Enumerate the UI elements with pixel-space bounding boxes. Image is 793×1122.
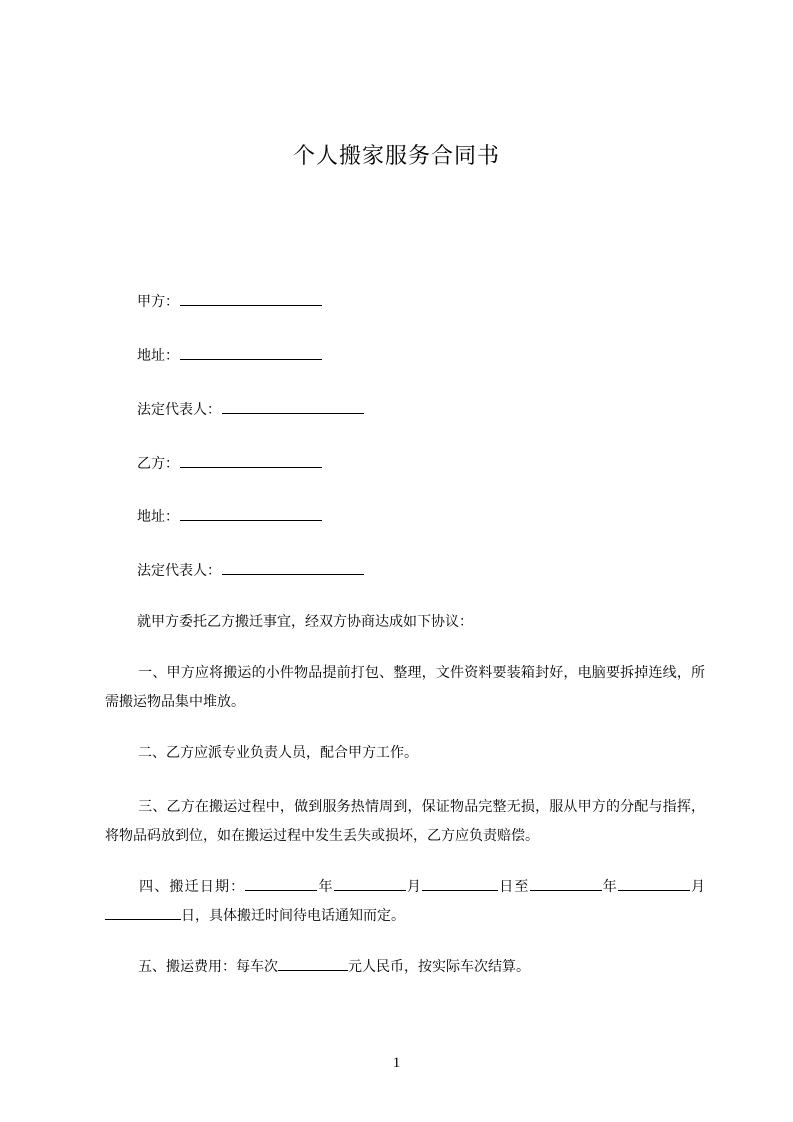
party-a-field	[137, 291, 322, 312]
party-a-address-blank[interactable]	[180, 345, 322, 360]
document-title: 个人搬家服务合同书	[292, 144, 500, 169]
party-a-address-field	[137, 345, 322, 366]
party-b-label: 乙方：	[137, 456, 179, 472]
start-month-label: 月	[405, 879, 423, 895]
intro-paragraph: 就甲方委托乙方搬迁事宜，经双方协商达成如下协议：	[137, 614, 473, 630]
party-b-representative-label: 法定代表人：	[137, 563, 221, 579]
clause-three	[105, 793, 705, 851]
start-year-blank[interactable]	[245, 876, 317, 891]
party-a-representative-field	[137, 399, 364, 420]
end-month-blank-part1[interactable]	[618, 876, 690, 891]
party-a-representative-label: 法定代表人：	[137, 402, 221, 418]
clause-two-text: 二、乙方应派专业负责人员，配合甲方工作。	[138, 745, 418, 761]
clause-five	[105, 953, 705, 982]
party-a-address-label: 地址：	[137, 348, 179, 364]
clause-one	[105, 659, 705, 717]
start-year-label: 年	[317, 879, 334, 895]
clause-four	[105, 873, 705, 931]
party-b-representative-field	[137, 560, 364, 581]
start-day-label: 日至	[498, 879, 530, 895]
party-b-address-field	[137, 506, 322, 527]
party-a-blank[interactable]	[180, 291, 322, 306]
clause-five-prefix: 五、搬运费用：每车次	[138, 959, 278, 975]
fee-blank[interactable]	[278, 956, 348, 971]
end-year-blank[interactable]	[530, 876, 602, 891]
end-day-blank[interactable]	[105, 905, 181, 920]
party-b-representative-blank[interactable]	[222, 560, 364, 575]
party-b-blank[interactable]	[180, 453, 322, 468]
party-b-address-blank[interactable]	[180, 506, 322, 521]
clause-three-text: 三、乙方在搬运过程中，做到服务热情周到，保证物品完整无损，服从甲方的分配与指挥，将物品码放到位，如在搬运过程中发生丢失或损坏，乙方应负责赔偿。	[105, 799, 705, 844]
end-year-label: 年	[601, 879, 618, 895]
party-b-address-label: 地址：	[137, 509, 179, 525]
party-a-label: 甲方：	[137, 294, 179, 310]
start-month-blank[interactable]	[334, 876, 406, 891]
clause-two	[105, 739, 705, 768]
start-day-blank[interactable]	[422, 876, 498, 891]
clause-one-text: 一、甲方应将搬运的小件物品提前打包、整理，文件资料要装箱封好，电脑要拆掉连线，所需搬运物品集中堆放。	[105, 665, 705, 710]
party-a-representative-blank[interactable]	[222, 399, 364, 414]
end-day-label: 日，具体搬迁时间待电话通知而定。	[181, 908, 405, 924]
page-number: 1	[392, 1055, 401, 1071]
party-b-field	[137, 453, 322, 474]
clause-five-suffix: 元人民币，按实际车次结算。	[348, 959, 530, 975]
end-month-label: 月	[689, 879, 706, 895]
clause-four-prefix: 四、搬迁日期：	[138, 879, 246, 895]
